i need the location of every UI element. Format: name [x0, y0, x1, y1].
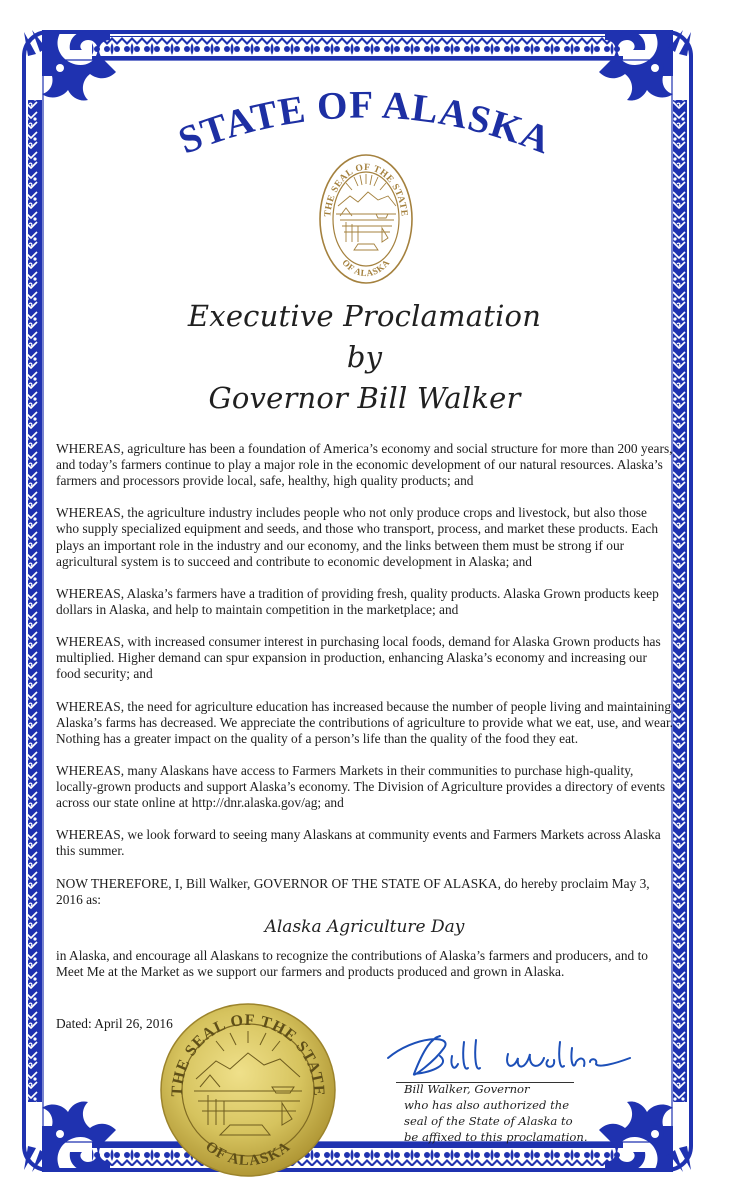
- corner-ornament-bottom-left: [22, 1101, 116, 1172]
- state-seal-icon: [318, 152, 414, 286]
- title-line-1: Executive Proclamation: [187, 299, 542, 333]
- closing-paragraph: in Alaska, and encourage all Alaskans to recognize the contributions of Alaska’s farmers and producers, and to Meet Me at the Market as we support our farmers and products produced and grown in Alaska.: [56, 947, 648, 979]
- seal-top-ring-text: THE SEAL OF THE STATE: [323, 162, 409, 218]
- gold-seal-ring-bottom: OF ALASKA: [202, 1138, 294, 1170]
- signature-name: Bill Walker: [384, 1028, 389, 1029]
- whereas-paragraph: WHEREAS, agriculture has been a foundation of America’s economy and social structure for more than 200 years, and today’s farmers continue to play a major role in the economic development of our natural resources. Alaska’s farmers and processors provide local, safe, healthy, high quality products; and: [56, 441, 673, 489]
- title-line-3: Governor Bill Walker: [208, 381, 521, 415]
- now-therefore-paragraph: NOW THEREFORE, I, Bill Walker, GOVERNOR OF THE STATE OF ALASKA, do hereby proclaim May 3, 2016 as:: [56, 875, 650, 907]
- whereas-paragraph: WHEREAS, the agriculture industry includes people who not only produce crops and livestock, but also those who supply specialized equipment and seeds, and those who transport, process, and market these products. Each plays an important role in the industry and our economy, and the links between them must be strong if our agricultural system is to succeed and contribute to economic development in Alaska; and: [56, 505, 659, 569]
- caption-line: be affixed to this proclamation.: [404, 1130, 588, 1144]
- whereas-paragraph: WHEREAS, many Alaskans have access to Farmers Markets in their communities to purchase high-quality, locally-grown products and support Alaska’s economy. The Division of Agriculture provides a directory of events across our state online at http://dnr.alaska.gov/ag; and: [56, 762, 666, 811]
- caption-line: who has also authorized the: [404, 1098, 570, 1112]
- governor-signature: [384, 1028, 634, 1084]
- proclamation-body: [56, 441, 673, 996]
- svg-text:OF ALASKA: [340, 257, 391, 278]
- whereas-paragraph: WHEREAS, Alaska’s farmers have a tradition of providing fresh, quality products. Alaska Grown products keep dollars in Alaska, and help to maintain competition in the marketplace; and: [56, 585, 659, 617]
- whereas-paragraph: WHEREAS, with increased consumer interest in purchasing local foods, demand for Alaska Grown products has multiplied. Higher demand can spur expansion in production, enhancing Alaska’s economy and increasing our food security; and: [56, 634, 661, 682]
- whereas-paragraph: WHEREAS, the need for agriculture education has increased because the number of people living and maintaining Alaska’s farms has decreased. We appreciate the contributions of agriculture to provide what we eat, use, and wear. Nothing has a greater impact on the quality of a person’s life than the quality of the food they eat.: [56, 698, 674, 746]
- gold-seal-ring-top: THE SEAL OF THE STATE: [168, 1011, 328, 1098]
- title-line-2: by: [346, 340, 383, 374]
- proclaimed-day: Alaska Agriculture Day: [264, 916, 465, 937]
- gold-seal-icon: [160, 1003, 336, 1177]
- seal-bottom-ring-text: OF ALASKA: [340, 257, 392, 279]
- caption-line: seal of the State of Alaska to: [404, 1114, 573, 1128]
- caption-line: Bill Walker, Governor: [404, 1082, 530, 1096]
- whereas-paragraph: WHEREAS, we look forward to seeing many Alaskans at community events and Farmers Markets across Alaska this summer.: [56, 827, 661, 859]
- proclamation-title: [0, 296, 729, 419]
- dated-line: Dated: April 26, 2016: [56, 1016, 173, 1031]
- heading-text: STATE OF ALASKA: [172, 83, 558, 163]
- svg-text:STATE OF ALASKA: [173, 83, 557, 162]
- signature-caption: [404, 1081, 624, 1145]
